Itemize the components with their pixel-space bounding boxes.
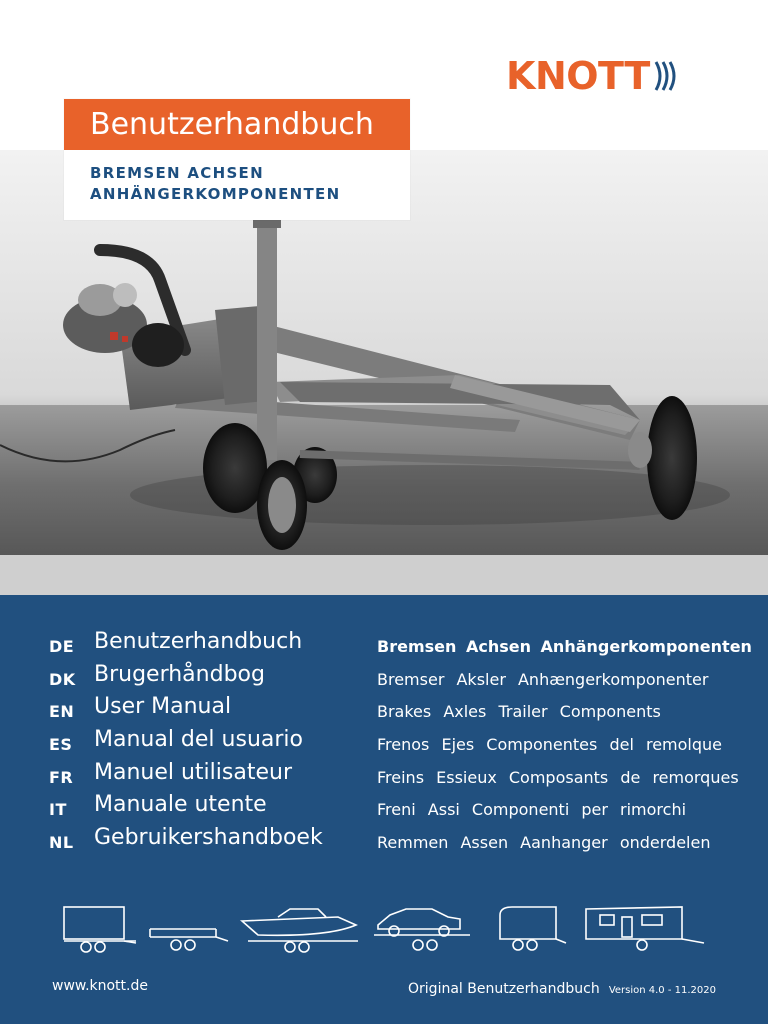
- language-title: User Manual: [94, 694, 232, 720]
- language-subtitle: Freins Essieux Composants de remorques: [377, 767, 739, 787]
- language-row-es: [49, 727, 749, 760]
- language-row-de: [49, 629, 752, 662]
- language-list: [49, 629, 752, 858]
- language-code: NL: [49, 833, 74, 853]
- version-label: Version 4.0 - 11.2020: [608, 985, 716, 996]
- subtitle-line-1: BREMSEN ACHSEN: [90, 164, 264, 182]
- language-code: EN: [49, 702, 75, 722]
- language-code: ES: [49, 735, 73, 755]
- footer-version: [408, 978, 716, 997]
- manual-title-box: [64, 99, 410, 220]
- language-subtitle: Brakes Axles Trailer Components: [377, 702, 661, 722]
- language-row-it: [49, 792, 749, 825]
- language-subtitle: Bremser Aksler Anhængerkomponenter: [377, 669, 709, 689]
- language-title: Manual del usuario: [94, 727, 303, 753]
- language-title: Manuale utente: [94, 792, 267, 818]
- website-link[interactable]: www.knott.de: [52, 978, 148, 994]
- original-label: Original Benutzerhandbuch: [408, 981, 600, 997]
- flatbed-trailer-icon: [150, 929, 228, 950]
- language-band: [0, 595, 768, 1024]
- language-row-dk: [49, 662, 749, 695]
- language-title: Benutzerhandbuch: [94, 629, 303, 654]
- language-row-nl: [49, 825, 749, 858]
- subtitle-line-2: ANHÄNGERKOMPONENTEN: [90, 185, 341, 203]
- language-subtitle: Frenos Ejes Componentes del remolque: [377, 735, 722, 755]
- caravan-icon: [586, 907, 704, 950]
- knott-logo: [506, 56, 679, 96]
- car-transporter-icon: [374, 909, 470, 950]
- language-title: Brugerhåndbog: [94, 661, 265, 687]
- language-row-en: [49, 694, 749, 727]
- boat-trailer-icon: [242, 909, 358, 952]
- language-code: DE: [49, 637, 75, 656]
- box-trailer-icon: [64, 907, 136, 952]
- language-code: IT: [49, 800, 67, 820]
- language-subtitle: Freni Assi Componenti per rimorchi: [377, 800, 687, 820]
- language-title: Manuel utilisateur: [94, 759, 292, 785]
- manual-subtitle: [64, 150, 410, 220]
- logo-arcs-icon: [653, 58, 679, 94]
- vehicle-icons: [58, 903, 708, 965]
- manual-title: Benutzerhandbuch: [64, 99, 410, 150]
- language-title: Gebruikershandboek: [94, 825, 323, 851]
- language-row-fr: [49, 760, 749, 793]
- brand-name: KNOTT: [506, 54, 650, 98]
- horse-trailer-icon: [500, 907, 566, 950]
- language-code: DK: [49, 669, 76, 689]
- language-subtitle: Remmen Assen Aanhanger onderdelen: [377, 833, 711, 853]
- language-code: FR: [49, 767, 74, 787]
- language-subtitle: Bremsen Achsen Anhängerkomponenten: [377, 637, 752, 656]
